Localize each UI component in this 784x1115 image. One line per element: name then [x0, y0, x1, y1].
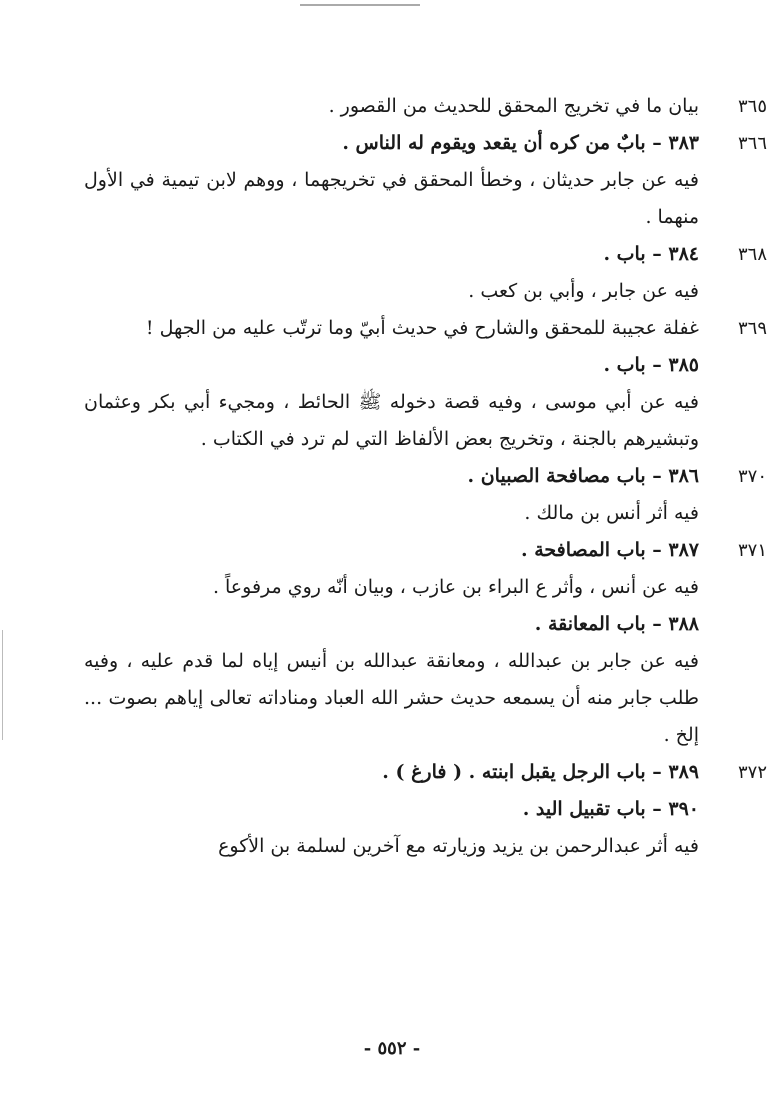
chapter-title: ٣٩٠ – باب تقبيل اليد .: [522, 798, 699, 820]
chapter-387: [84, 532, 767, 569]
entry-365: [84, 88, 767, 125]
chapter-title: ٣٨٨ – باب المعانقة .: [534, 613, 699, 635]
chapter-390-desc: [84, 828, 699, 865]
entry-text: فيه عن جابر بن عبدالله ، ومعانقة عبدالله بن أنيس إياه لما قدم عليه ، وفيه طلب جابر منه أن يسمعه حديث حشر الله العباد ومناداته تعالى إياهم بصوت ... إلخ .: [84, 650, 699, 746]
page-ref: ٣٦٦: [737, 133, 767, 154]
chapter-title: ٣٨٩ – باب الرجل يقبل ابنته . ( فارغ ) .: [382, 761, 699, 783]
chapter-384-desc: [84, 273, 699, 310]
entry-text: بيان ما في تخريج المحقق للحديث من القصور .: [328, 95, 699, 117]
chapter-title: ٣٨٧ – باب المصافحة .: [520, 539, 699, 561]
chapter-title: ٣٨٣ – بابٌ من كره أن يقعد ويقوم له الناس .: [342, 132, 699, 154]
chapter-389: [84, 754, 767, 791]
page-ref: ٣٧١: [737, 540, 767, 561]
entry-text: غفلة عجيبة للمحقق والشارح في حديث أبيّ وما ترتّب عليه من الجهل !: [145, 317, 699, 339]
chapter-title: ٣٨٥ – باب .: [603, 354, 699, 376]
top-rule: [300, 4, 420, 6]
chapter-387-desc: [84, 569, 699, 606]
entry-text: فيه أثر عبدالرحمن بن يزيد وزيارته مع آخرين لسلمة بن الأكوع: [218, 835, 699, 857]
chapter-388-desc: [84, 643, 699, 754]
entry-text: فيه عن أنس ، وأثر ع البراء بن عازب ، وبيان أنّه روي مرفوعاً .: [212, 576, 699, 598]
chapter-386-desc: [84, 495, 699, 532]
page-ref: ٣٦٩: [737, 318, 767, 339]
entry-text: فيه عن جابر ، وأبي بن كعب .: [468, 280, 699, 302]
chapter-title: ٣٨٤ – باب .: [603, 243, 699, 265]
chapter-388: [84, 606, 699, 643]
chapter-title: ٣٨٦ – باب مصافحة الصبيان .: [467, 465, 699, 487]
page-ref: ٣٦٨: [737, 244, 767, 265]
entry-369: [84, 310, 767, 347]
entry-text: فيه أثر أنس بن مالك .: [524, 502, 699, 524]
chapter-386: [84, 458, 767, 495]
chapter-383-desc: [84, 162, 699, 236]
chapter-383: [84, 125, 767, 162]
page-number: - ٥٥٢ -: [363, 1038, 421, 1059]
chapter-390: [84, 791, 699, 828]
page-ref: ٣٧٢: [737, 762, 767, 783]
page-ref: ٣٦٥: [737, 96, 767, 117]
margin-line: [2, 630, 3, 740]
entry-text: فيه عن جابر حديثان ، وخطأ المحقق في تخريجهما ، ووهم لابن تيمية في الأول منهما .: [84, 169, 699, 228]
page-ref: ٣٧٠: [737, 466, 767, 487]
chapter-385-desc: [84, 384, 699, 458]
chapter-385: [84, 347, 699, 384]
index-page: [84, 88, 767, 865]
entry-text: فيه عن أبي موسى ، وفيه قصة دخوله ﷺ الحائط ، ومجيء أبي بكر وعثمان وتبشيرهم بالجنة ، وتخريج بعض الألفاظ التي لم ترد في الكتاب .: [84, 391, 699, 450]
chapter-384: [84, 236, 767, 273]
